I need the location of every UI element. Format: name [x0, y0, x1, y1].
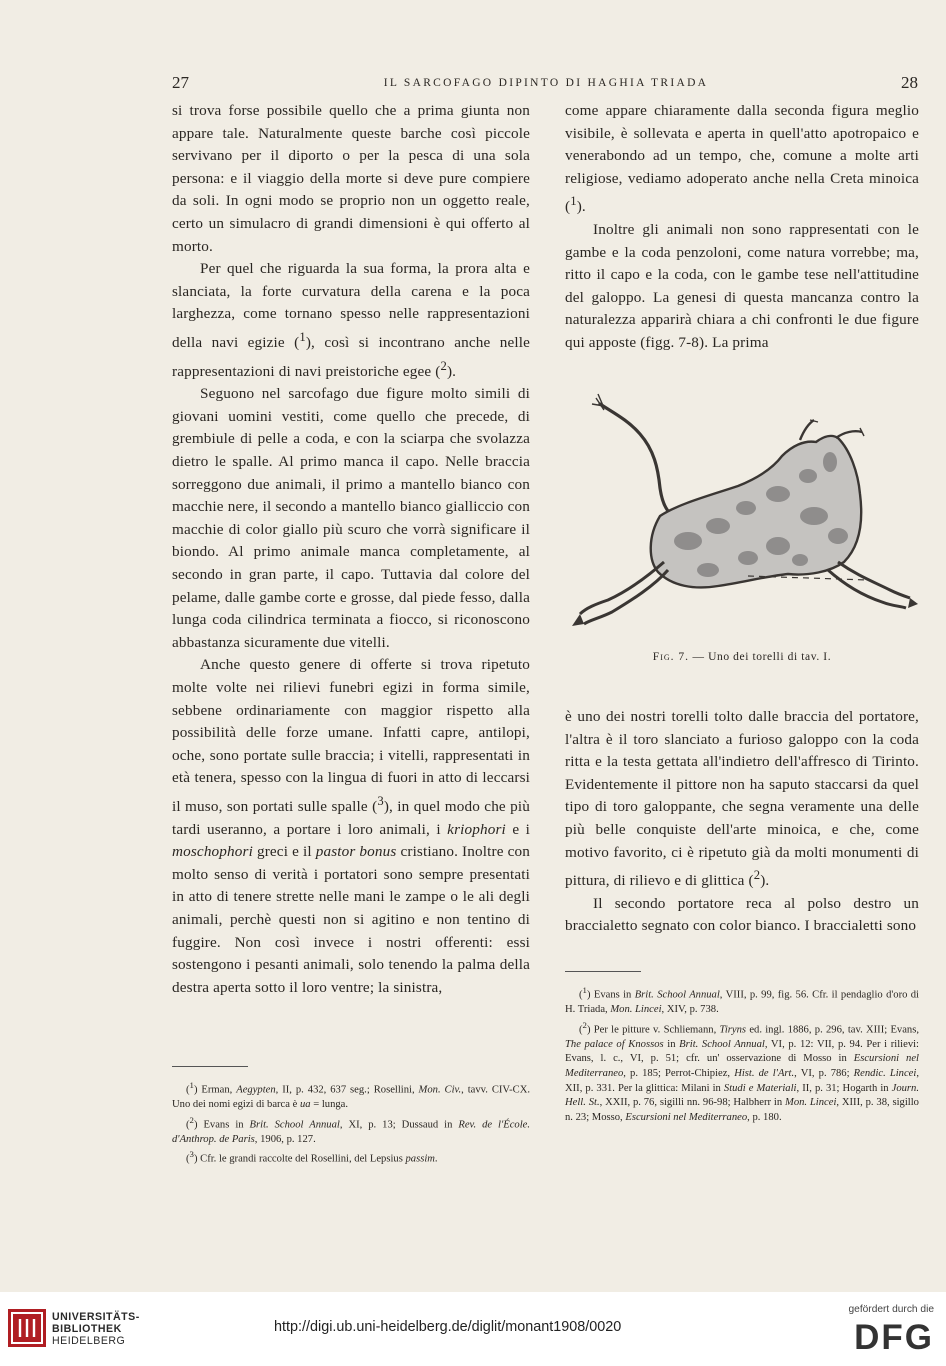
library-name: UNIVERSITÄTS- BIBLIOTHEK HEIDELBERG — [52, 1311, 140, 1348]
footer-bar — [0, 1292, 946, 1366]
footnote-ref: 2 — [753, 868, 761, 883]
page-header — [172, 73, 920, 95]
footnote: ($^1$) Erman, Aegypten, II, p. 432, 637 seg.; Rosellini, Mon. Civ., tavv. CIV-CX. Uno dei nomi egizi di barca è ua = lunga. — [172, 1080, 531, 1111]
right-footnotes — [565, 983, 919, 1125]
footnote: ($^2$) Per le pitture v. Schliemann, Tiryns ed. ingl. 1886, p. 296, tav. XIII; Evans, The palace of Knossos in Brit. School Annual, VI, p. 12: VII, p. 94. Per i rilievi: Evans, l. c., VI, p. 51; cfr. un' osservazione di Mosso in Escursioni nel Mediterraneo, p. 185; Perrot-Chipiez, Hist. de l'Art., VI, p. 786; Rendic. Lincei, XII, p. 331. Per la glittica: Milani in Studi e Materiali, II, p. 31; Hogarth in Journ. Hell. St., XXII, p. 76, sigilli nn. 96-98; Halbherr in Mon. Lincei, XIII, p. 38, sigillo n. 23; Mosso, Escursioni nel Mediterraneo, p. 180. — [565, 1019, 920, 1123]
paragraph: Seguono nel sarcofago due figure molto simili di giovani uomini vestiti, come quello che precede, di grembiule di pelle a coda, e con la sciarpa che svolazza dietro le spalle. Al primo manca il capo. Nelle braccia sorreggono due animali, il primo a mantello bianco con macchie nere, il secondo a mantello bianco gialliccio con macchie di color giallo più scuro che vorrà significare il biondo. Al primo animale manca completamente, al secondo in gran parte, il capo. Tuttavia dal colore del pelame, dalle gambe corte e grosse, dal piede fesso, dalla lunga coda cilindrica terminata a fiocco, si riconoscono abbastanza sicuramente due vitelli. — [172, 385, 530, 651]
footnote-ref: 3 — [377, 793, 384, 808]
footnote-ref: 2 — [440, 358, 447, 373]
footnote: ($^1$) Evans in Brit. School Annual, VIII, p. 99, fig. 56. Cfr. il pendaglio d'oro di H. Triada, Mon. Lincei, XIV, p. 738. — [565, 985, 919, 1016]
figure-caption: Fig. 7. — Uno dei torelli di tav. I. — [652, 651, 832, 663]
paragraph: Inoltre gli animali non sono rappresentati con le gambe e la coda penzoloni, come natura vorrebbe; ma, ritto il capo e la coda, con le gambe tese nell'attitudine del galoppo. La genesi di questa mancanza contro la naturalezza apparirà chiara a chi confronti le due figure qui apposte (figg. 7-8). La prima — [565, 221, 919, 351]
footnote-rule — [172, 1066, 248, 1067]
left-column — [172, 100, 530, 999]
page-number-right: 28 — [901, 73, 918, 92]
paragraph: come appare chiaramente dalla seconda figura meglio visibile, è sollevata e aperta in quell'atto apotropaico e venerabondo ad un tempo, che, comune a molte arti religiose, vediamo adoperato anche nella Creta minoica ($^1$). — [565, 102, 919, 216]
footnote: ($^3$) Cfr. le grandi raccolte del Rosellini, del Lepsius passim. — [186, 1149, 438, 1165]
running-title: IL SARCOFAGO DIPINTO DI HAGHIA TRIADA — [383, 77, 709, 89]
paragraph: Per quel che riguarda la sua forma, la prora alta e slanciata, la forte curvatura della carena e la poca larghezza, come tornano spesso nelle rappresentazioni della navi egizie ($^1$), così si incontrano anche nelle rappresentazioni di navi preistoriche egee ($^2$). — [172, 260, 530, 380]
bull-illustration — [568, 376, 920, 638]
library-logo-icon — [8, 1309, 46, 1347]
right-column-bottom — [565, 706, 919, 938]
dfg-logo: DFG — [854, 1318, 934, 1357]
footnote: ($^2$) Evans in Brit. School Annual, XI, p. 13; Dussaud in Rev. de l'École. d'Anthrop. de Paris, 1906, p. 127. — [172, 1114, 531, 1145]
figure-bull — [568, 376, 920, 638]
paragraph: è uno dei nostri torelli tolto dalle braccia del portatore, l'altra è il toro slanciato a furioso galoppo con la coda ritta e la testa gettata all'indietro dell'affresco di Tirinto. Evidentemente il pittore non ha saputo staccarsi da quel tipo di toro galoppante, che segna veramente una delle più belle conquiste dell'arte minoica, e che, come motivo favorito, ci è ripetuto già da molti monumenti di pittura, di rilievo e di glittica ($^2$). — [565, 708, 919, 890]
right-column-top — [565, 100, 919, 355]
footnote-ref: 1 — [299, 329, 306, 344]
page-number-left: 27 — [172, 73, 189, 92]
paragraph: Il secondo portatore reca al polso destro un braccialetto segnato con color bianco. I braccialetti sono — [565, 894, 919, 935]
funding-note: gefördert durch die — [848, 1304, 934, 1315]
paragraph: si trova forse possibile quello che a prima giunta non appare tale. Naturalmente queste barche così piccole servivano per il diporto o per la pesca di una sola persona: e il viaggio della morte si deve pure compiere da soli. In ogni modo se proprio non un oggetto reale, certo un simulacro di grandi dimensioni è qui offerto al morto. — [172, 102, 530, 255]
source-url-link[interactable]: http://digi.ub.uni-heidelberg.de/diglit/monant1908/0020 — [274, 1319, 622, 1335]
paragraph: Anche questo genere di offerte si trova ripetuto molte volte nei rilievi funebri egizi in forma simile, sebbene ordinariamente con maggior rispetto alla possibilità delle forze umane. Infatti capre, antilopi, oche, sono portate sulle braccia; i vitelli, rappresentati in età tenera, spesso con la lingua di fuori in atto di leccarsi il muso, son portati sulle spalle ($^3$), in quel modo che più tardi useranno, a portare i loro animali, i kriophori e i moschophori greci e il pastor bonus cristiano. Inoltre con molto senso di verità i portatori sono sempre presentati in atto di tenere strette nelle mani le zampe o le ali degli animali, perchè questi non si agitino e non tentino di fuggire. Non così invece i nostri offerenti: essi sostengono i pesanti animali, solo tenendo la palma della destra aperta sotto il loro ventre; la sinistra, — [172, 656, 531, 996]
footnote-ref: 1 — [570, 194, 577, 209]
footnote-rule — [565, 971, 641, 972]
left-footnotes — [172, 1078, 530, 1168]
